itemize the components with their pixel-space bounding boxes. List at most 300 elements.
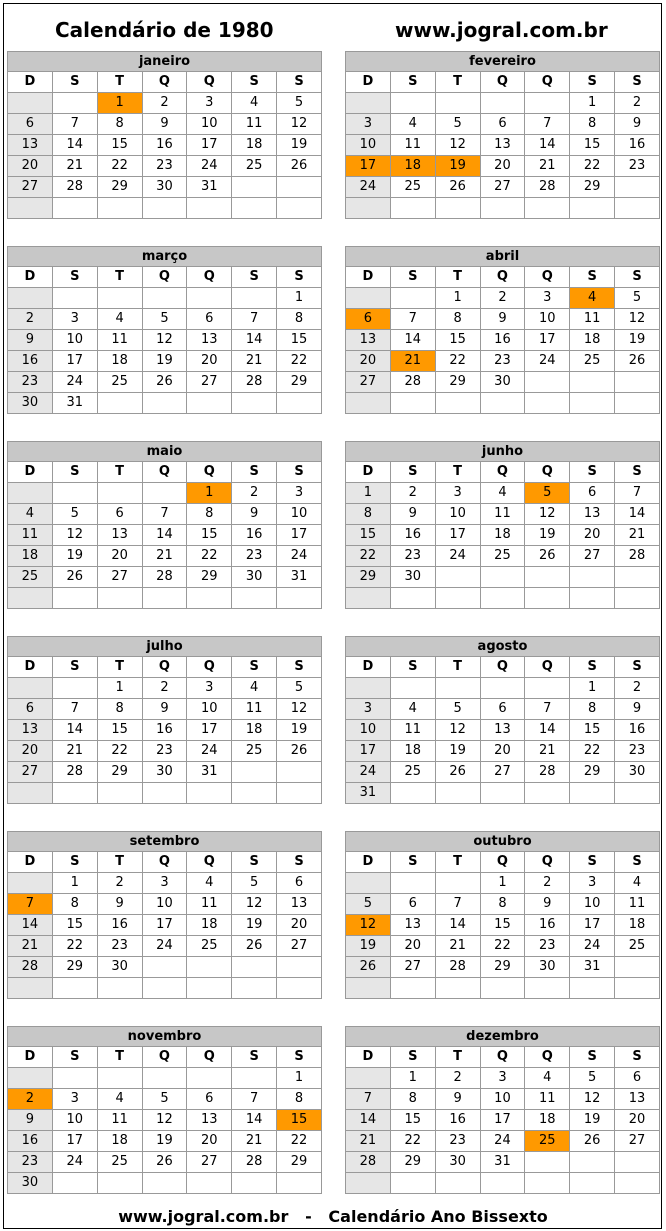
day-cell: 14 — [232, 330, 277, 351]
day-cell: 10 — [346, 720, 391, 741]
month-março — [7, 246, 322, 414]
day-cell: 22 — [52, 936, 97, 957]
day-cell: 9 — [232, 504, 277, 525]
day-cell: 29 — [277, 1152, 322, 1173]
empty-cell — [480, 978, 525, 999]
week-row — [346, 783, 660, 804]
day-cell: 1 — [52, 873, 97, 894]
empty-cell — [615, 1152, 660, 1173]
day-cell: 9 — [525, 894, 570, 915]
day-cell: 29 — [52, 957, 97, 978]
week-row — [346, 894, 660, 915]
empty-cell — [232, 762, 277, 783]
day-cell: 21 — [390, 351, 435, 372]
day-cell: 5 — [277, 93, 322, 114]
day-cell: 26 — [570, 1131, 615, 1152]
day-cell: 8 — [187, 504, 232, 525]
week-row — [346, 156, 660, 177]
day-cell: 6 — [187, 309, 232, 330]
day-cell: 22 — [277, 351, 322, 372]
day-cell: 11 — [390, 135, 435, 156]
month-junho — [345, 441, 660, 609]
day-cell: 24 — [346, 762, 391, 783]
weekday-header: Q — [525, 72, 570, 93]
day-cell: 10 — [570, 894, 615, 915]
weekday-header: S — [570, 462, 615, 483]
empty-cell — [480, 393, 525, 414]
day-cell: 11 — [480, 504, 525, 525]
week-row — [346, 936, 660, 957]
day-cell: 26 — [142, 1152, 187, 1173]
day-cell: 2 — [97, 873, 142, 894]
day-cell: 17 — [187, 135, 232, 156]
week-row — [8, 1131, 322, 1152]
week-row — [8, 783, 322, 804]
day-cell: 2 — [615, 93, 660, 114]
week-row — [346, 720, 660, 741]
day-cell: 17 — [52, 351, 97, 372]
empty-cell — [187, 288, 232, 309]
empty-cell — [97, 783, 142, 804]
empty-cell — [525, 588, 570, 609]
day-cell: 13 — [8, 720, 53, 741]
day-cell: 25 — [97, 1152, 142, 1173]
week-row — [346, 588, 660, 609]
day-cell: 17 — [142, 915, 187, 936]
day-cell: 6 — [570, 483, 615, 504]
empty-cell — [615, 1173, 660, 1194]
day-cell: 16 — [480, 330, 525, 351]
day-cell: 29 — [187, 567, 232, 588]
day-cell: 13 — [615, 1089, 660, 1110]
empty-cell — [52, 93, 97, 114]
day-cell: 2 — [142, 678, 187, 699]
week-row — [8, 1152, 322, 1173]
day-cell: 26 — [525, 546, 570, 567]
week-row — [8, 720, 322, 741]
empty-cell — [8, 198, 53, 219]
month-janeiro — [7, 51, 322, 219]
day-cell: 6 — [480, 114, 525, 135]
week-row — [346, 93, 660, 114]
day-cell: 22 — [187, 546, 232, 567]
day-cell: 25 — [97, 372, 142, 393]
day-cell: 31 — [187, 177, 232, 198]
day-cell: 30 — [525, 957, 570, 978]
day-cell: 5 — [346, 894, 391, 915]
month-name: outubro — [346, 832, 660, 852]
day-cell: 14 — [52, 135, 97, 156]
day-cell: 8 — [570, 114, 615, 135]
day-cell: 28 — [435, 957, 480, 978]
day-cell: 7 — [232, 309, 277, 330]
empty-cell — [97, 483, 142, 504]
day-cell: 17 — [187, 720, 232, 741]
empty-cell — [435, 678, 480, 699]
weekday-header: S — [52, 657, 97, 678]
month-outubro — [345, 831, 660, 999]
month-name: dezembro — [346, 1027, 660, 1047]
day-cell: 19 — [142, 351, 187, 372]
day-cell: 14 — [346, 1110, 391, 1131]
day-cell: 26 — [615, 351, 660, 372]
day-cell: 26 — [346, 957, 391, 978]
day-cell: 24 — [570, 936, 615, 957]
day-cell: 2 — [480, 288, 525, 309]
month-name: setembro — [8, 832, 322, 852]
empty-cell — [277, 783, 322, 804]
day-cell: 14 — [52, 720, 97, 741]
weekday-header: D — [346, 267, 391, 288]
day-cell: 1 — [390, 1068, 435, 1089]
day-cell: 16 — [142, 720, 187, 741]
day-cell: 4 — [232, 93, 277, 114]
day-cell: 28 — [8, 957, 53, 978]
day-cell: 10 — [346, 135, 391, 156]
day-cell: 4 — [187, 873, 232, 894]
weekday-header: S — [52, 852, 97, 873]
weekday-header: D — [8, 72, 53, 93]
day-cell: 7 — [52, 114, 97, 135]
empty-cell — [8, 678, 53, 699]
day-cell: 27 — [8, 177, 53, 198]
day-cell: 7 — [525, 699, 570, 720]
empty-cell — [97, 588, 142, 609]
day-cell: 4 — [8, 504, 53, 525]
day-cell: 18 — [615, 915, 660, 936]
day-cell: 18 — [187, 915, 232, 936]
day-cell: 5 — [142, 309, 187, 330]
day-cell: 11 — [187, 894, 232, 915]
day-cell: 3 — [52, 1089, 97, 1110]
day-cell: 10 — [187, 699, 232, 720]
day-cell: 28 — [525, 762, 570, 783]
empty-cell — [615, 978, 660, 999]
weekday-header: S — [52, 1047, 97, 1068]
week-row — [346, 957, 660, 978]
day-cell: 25 — [570, 351, 615, 372]
empty-cell — [97, 1068, 142, 1089]
weekday-header: S — [277, 72, 322, 93]
day-cell: 13 — [187, 1110, 232, 1131]
month-julho — [7, 636, 322, 804]
day-cell: 30 — [232, 567, 277, 588]
day-cell: 28 — [142, 567, 187, 588]
week-row — [346, 741, 660, 762]
day-cell: 5 — [435, 114, 480, 135]
day-cell: 15 — [480, 915, 525, 936]
empty-cell — [480, 567, 525, 588]
weekday-header: Q — [187, 657, 232, 678]
day-cell: 25 — [232, 156, 277, 177]
day-cell: 18 — [525, 1110, 570, 1131]
day-cell: 19 — [232, 915, 277, 936]
weekday-header: T — [97, 72, 142, 93]
day-cell: 20 — [480, 156, 525, 177]
day-cell: 6 — [187, 1089, 232, 1110]
week-row — [346, 1068, 660, 1089]
day-cell: 23 — [8, 372, 53, 393]
day-cell: 24 — [525, 351, 570, 372]
day-cell: 20 — [8, 741, 53, 762]
empty-cell — [232, 783, 277, 804]
weekday-header: T — [97, 1047, 142, 1068]
day-cell: 29 — [97, 762, 142, 783]
day-cell: 7 — [525, 114, 570, 135]
day-cell: 8 — [346, 504, 391, 525]
day-cell: 9 — [97, 894, 142, 915]
day-cell: 30 — [97, 957, 142, 978]
day-cell: 16 — [142, 135, 187, 156]
day-cell: 26 — [435, 177, 480, 198]
day-cell: 15 — [187, 525, 232, 546]
day-cell: 24 — [187, 741, 232, 762]
day-cell: 14 — [232, 1110, 277, 1131]
day-cell: 9 — [615, 699, 660, 720]
weekday-header: S — [615, 1047, 660, 1068]
empty-cell — [232, 1068, 277, 1089]
empty-cell — [570, 783, 615, 804]
empty-cell — [480, 678, 525, 699]
empty-cell — [570, 1173, 615, 1194]
day-cell: 3 — [480, 1068, 525, 1089]
empty-cell — [615, 177, 660, 198]
day-cell: 19 — [142, 1131, 187, 1152]
day-cell: 7 — [615, 483, 660, 504]
empty-cell — [435, 567, 480, 588]
day-cell: 12 — [232, 894, 277, 915]
day-cell: 14 — [435, 915, 480, 936]
weekday-header: T — [435, 267, 480, 288]
weekday-header: D — [8, 462, 53, 483]
day-cell: 8 — [97, 699, 142, 720]
empty-cell — [52, 288, 97, 309]
empty-cell — [8, 783, 53, 804]
week-row — [346, 393, 660, 414]
day-cell: 31 — [52, 393, 97, 414]
day-cell: 4 — [480, 483, 525, 504]
weekday-header: Q — [525, 462, 570, 483]
day-cell: 2 — [615, 678, 660, 699]
week-row — [8, 762, 322, 783]
day-cell: 13 — [8, 135, 53, 156]
weekday-header: S — [390, 267, 435, 288]
weekday-header: S — [277, 267, 322, 288]
day-cell: 17 — [346, 741, 391, 762]
week-row — [8, 699, 322, 720]
day-cell: 14 — [525, 135, 570, 156]
day-cell: 12 — [277, 699, 322, 720]
day-cell: 23 — [480, 351, 525, 372]
weekday-header: D — [8, 852, 53, 873]
day-cell: 3 — [525, 288, 570, 309]
day-cell: 2 — [390, 483, 435, 504]
day-cell: 19 — [52, 546, 97, 567]
weekday-header: Q — [142, 1047, 187, 1068]
day-cell: 22 — [435, 351, 480, 372]
weekday-header: S — [232, 852, 277, 873]
day-cell: 21 — [435, 936, 480, 957]
week-row — [8, 330, 322, 351]
day-cell: 25 — [390, 762, 435, 783]
empty-cell — [525, 783, 570, 804]
day-cell: 26 — [232, 936, 277, 957]
empty-cell — [346, 288, 391, 309]
week-row — [8, 351, 322, 372]
day-cell: 13 — [187, 330, 232, 351]
day-cell: 7 — [142, 504, 187, 525]
weekday-header: Q — [480, 72, 525, 93]
empty-cell — [390, 393, 435, 414]
empty-cell — [390, 978, 435, 999]
day-cell: 15 — [435, 330, 480, 351]
day-cell: 28 — [52, 177, 97, 198]
empty-cell — [187, 198, 232, 219]
day-cell: 19 — [570, 1110, 615, 1131]
weekday-header: S — [390, 852, 435, 873]
day-cell: 12 — [525, 504, 570, 525]
week-row — [346, 177, 660, 198]
empty-cell — [277, 588, 322, 609]
day-cell: 3 — [346, 699, 391, 720]
day-cell: 26 — [435, 762, 480, 783]
weekday-header: Q — [525, 267, 570, 288]
day-cell: 8 — [480, 894, 525, 915]
day-cell: 8 — [435, 309, 480, 330]
day-cell: 24 — [52, 372, 97, 393]
day-cell: 16 — [525, 915, 570, 936]
empty-cell — [232, 978, 277, 999]
day-cell: 27 — [97, 567, 142, 588]
empty-cell — [480, 198, 525, 219]
empty-cell — [97, 1173, 142, 1194]
weekday-header: Q — [480, 657, 525, 678]
day-cell: 30 — [480, 372, 525, 393]
day-cell: 14 — [8, 915, 53, 936]
day-cell: 15 — [346, 525, 391, 546]
empty-cell — [615, 957, 660, 978]
month-table — [345, 831, 660, 999]
empty-cell — [142, 588, 187, 609]
day-cell: 1 — [346, 483, 391, 504]
weekday-header: S — [232, 657, 277, 678]
empty-cell — [232, 588, 277, 609]
day-cell: 15 — [277, 1110, 322, 1131]
weekday-header: S — [52, 462, 97, 483]
day-cell: 4 — [232, 678, 277, 699]
day-cell: 16 — [97, 915, 142, 936]
empty-cell — [525, 567, 570, 588]
day-cell: 5 — [277, 678, 322, 699]
day-cell: 27 — [346, 372, 391, 393]
day-cell: 1 — [435, 288, 480, 309]
empty-cell — [346, 873, 391, 894]
empty-cell — [97, 198, 142, 219]
day-cell: 4 — [525, 1068, 570, 1089]
day-cell: 11 — [390, 720, 435, 741]
day-cell: 25 — [615, 936, 660, 957]
empty-cell — [142, 783, 187, 804]
month-table — [7, 1026, 322, 1194]
empty-cell — [232, 288, 277, 309]
month-table — [345, 636, 660, 804]
weekday-header: S — [570, 267, 615, 288]
month-abril — [345, 246, 660, 414]
day-cell: 7 — [435, 894, 480, 915]
day-cell: 18 — [480, 525, 525, 546]
day-cell: 26 — [277, 156, 322, 177]
empty-cell — [187, 393, 232, 414]
day-cell: 23 — [390, 546, 435, 567]
day-cell: 22 — [346, 546, 391, 567]
weekday-header: S — [232, 462, 277, 483]
month-maio — [7, 441, 322, 609]
week-row — [8, 1173, 322, 1194]
day-cell: 9 — [8, 1110, 53, 1131]
day-cell: 20 — [277, 915, 322, 936]
day-cell: 30 — [8, 1173, 53, 1194]
month-table — [345, 441, 660, 609]
empty-cell — [97, 393, 142, 414]
empty-cell — [390, 198, 435, 219]
week-row — [8, 372, 322, 393]
day-cell: 12 — [570, 1089, 615, 1110]
day-cell: 20 — [480, 741, 525, 762]
month-novembro — [7, 1026, 322, 1194]
day-cell: 1 — [97, 93, 142, 114]
empty-cell — [346, 393, 391, 414]
day-cell: 3 — [142, 873, 187, 894]
day-cell: 25 — [232, 741, 277, 762]
weekday-header: S — [277, 462, 322, 483]
week-row — [8, 114, 322, 135]
month-table — [7, 636, 322, 804]
day-cell: 7 — [346, 1089, 391, 1110]
day-cell: 21 — [52, 156, 97, 177]
day-cell: 7 — [390, 309, 435, 330]
day-cell: 25 — [480, 546, 525, 567]
empty-cell — [232, 1173, 277, 1194]
day-cell: 10 — [277, 504, 322, 525]
empty-cell — [570, 1152, 615, 1173]
day-cell: 31 — [277, 567, 322, 588]
day-cell: 29 — [435, 372, 480, 393]
empty-cell — [390, 1173, 435, 1194]
week-row — [8, 1110, 322, 1131]
empty-cell — [8, 873, 53, 894]
week-row — [8, 1089, 322, 1110]
day-cell: 3 — [187, 93, 232, 114]
weekday-header: D — [8, 1047, 53, 1068]
day-cell: 21 — [615, 525, 660, 546]
day-cell: 1 — [277, 288, 322, 309]
day-cell: 15 — [97, 135, 142, 156]
weekday-header: S — [390, 1047, 435, 1068]
week-row — [8, 483, 322, 504]
day-cell: 14 — [142, 525, 187, 546]
day-cell: 4 — [97, 1089, 142, 1110]
day-cell: 11 — [8, 525, 53, 546]
weekday-header: S — [52, 267, 97, 288]
week-row — [346, 678, 660, 699]
empty-cell — [142, 1173, 187, 1194]
footer-text: www.jogral.com.br - Calendário Ano Bissexto — [118, 1207, 548, 1226]
weekday-header: S — [570, 657, 615, 678]
day-cell: 2 — [8, 1089, 53, 1110]
empty-cell — [277, 762, 322, 783]
day-cell: 20 — [615, 1110, 660, 1131]
weekday-header: Q — [525, 852, 570, 873]
